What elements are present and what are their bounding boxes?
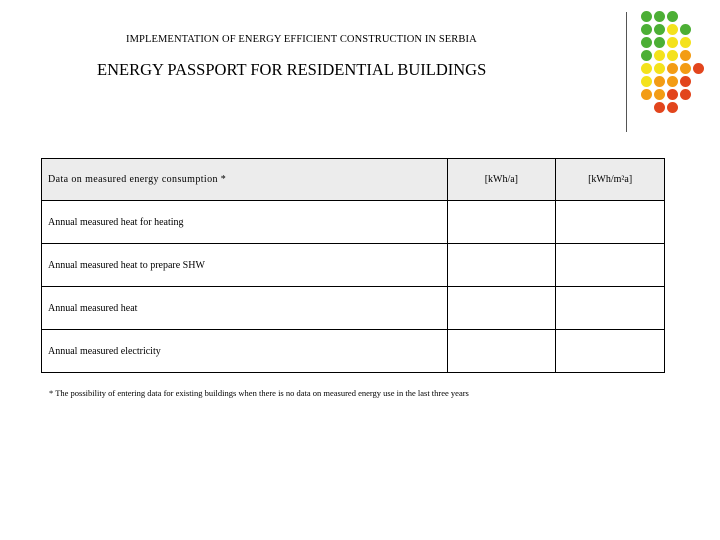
dot [680, 50, 691, 61]
dot [667, 50, 678, 61]
divider-line [626, 12, 627, 132]
dot [641, 37, 652, 48]
table-row [42, 244, 665, 287]
page-title: ENERGY PASSPORT FOR RESIDENTIAL BUILDINGS [97, 60, 487, 79]
document-subtitle: IMPLEMENTATION OF ENERGY EFFICIENT CONSTRUCTION IN SERBIA [126, 34, 477, 45]
value-cell-kwh[interactable] [447, 287, 556, 330]
value-cell-kwh-m2[interactable] [556, 330, 665, 373]
dot [654, 89, 665, 100]
dot [680, 24, 691, 35]
row-label: Annual measured electricity [42, 330, 448, 373]
value-cell-kwh[interactable] [447, 244, 556, 287]
dot [693, 63, 704, 74]
value-cell-kwh-m2[interactable] [556, 244, 665, 287]
dot [667, 102, 678, 113]
dot [667, 63, 678, 74]
dot [654, 24, 665, 35]
dot [641, 76, 652, 87]
value-cell-kwh[interactable] [447, 330, 556, 373]
row-label: Annual measured heat for heating [42, 201, 448, 244]
dot [680, 76, 691, 87]
dot [641, 11, 652, 22]
dot [667, 24, 678, 35]
dot [667, 76, 678, 87]
dot [680, 63, 691, 74]
value-cell-kwh[interactable] [447, 201, 556, 244]
table-row [42, 201, 665, 244]
dot [667, 11, 678, 22]
energy-consumption-table [41, 158, 665, 373]
dot [654, 102, 665, 113]
dot [654, 37, 665, 48]
value-cell-kwh-m2[interactable] [556, 201, 665, 244]
row-label: Annual measured heat to prepare SHW [42, 244, 448, 287]
dot [667, 37, 678, 48]
dot [654, 63, 665, 74]
row-label: Annual measured heat [42, 287, 448, 330]
dot [654, 76, 665, 87]
dot [667, 89, 678, 100]
dot [641, 89, 652, 100]
table-header-unit-kwh-m2: [kWh/m²a] [556, 159, 665, 201]
dot [641, 63, 652, 74]
dot [641, 24, 652, 35]
dot [641, 50, 652, 61]
table-header-row [42, 159, 665, 201]
dot [680, 37, 691, 48]
footnote: * The possibility of entering data for existing buildings when there is no data on measured energy use in the last three years [49, 388, 469, 398]
dot [680, 89, 691, 100]
dot [654, 11, 665, 22]
value-cell-kwh-m2[interactable] [556, 287, 665, 330]
dot [654, 50, 665, 61]
table-row [42, 330, 665, 373]
table-row [42, 287, 665, 330]
table-header-unit-kwh: [kWh/a] [447, 159, 556, 201]
table-header-label: Data on measured energy consumption * [42, 159, 448, 201]
